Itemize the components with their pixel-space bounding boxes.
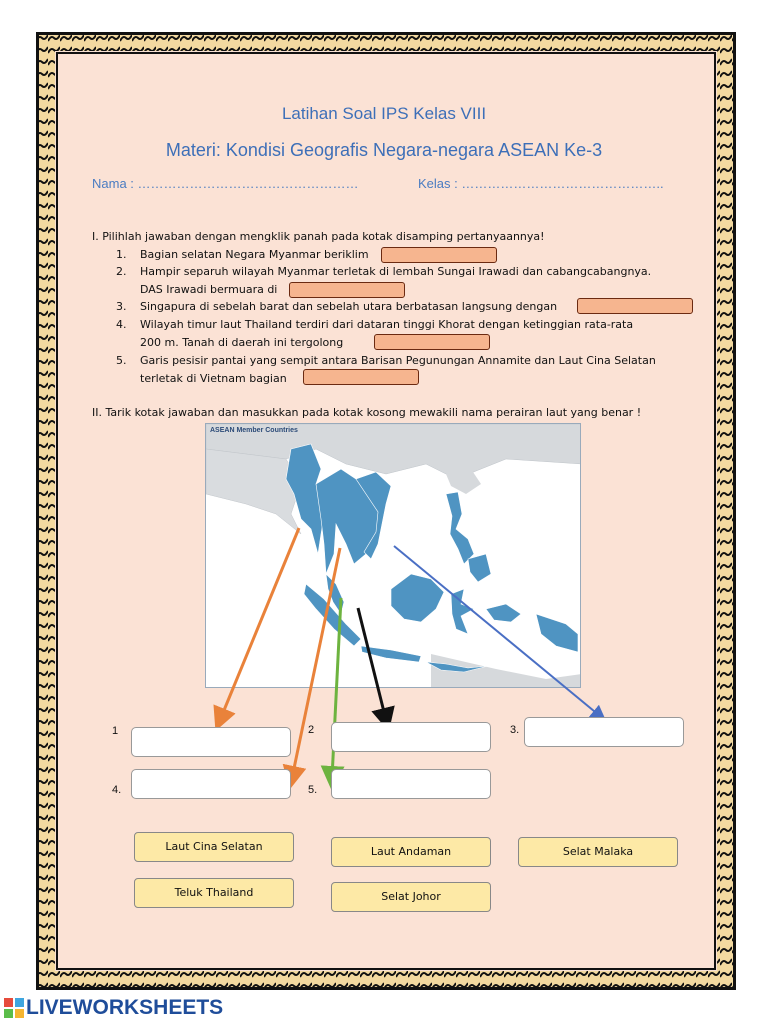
q3-number: 3.	[116, 300, 127, 313]
page-subtitle: Materi: Kondisi Geografis Negara-negara ASEAN Ke-3	[165, 140, 603, 160]
drag-answer-laut-andaman[interactable]: Laut Andaman	[331, 837, 491, 867]
drag-answer-laut-cina-selatan[interactable]: Laut Cina Selatan	[134, 832, 294, 862]
arrow-2	[358, 608, 386, 720]
section1-instruction: I. Pilihlah jawaban dengan mengklik panah pada kotak disamping pertanyaannya!	[92, 230, 545, 243]
drop-box-1[interactable]	[131, 727, 291, 757]
arrow-1	[220, 528, 299, 720]
q4-text-line2: 200 m. Tanah di daerah ini tergolong	[140, 336, 344, 349]
box-number-2: 2	[308, 724, 315, 736]
q4-number: 4.	[116, 318, 127, 331]
box-number-1: 1	[112, 725, 119, 737]
drop-box-5[interactable]	[331, 769, 491, 799]
kelas-field: Kelas : ………………………………………..	[418, 176, 664, 191]
q5-number: 5.	[116, 354, 127, 367]
box-number-4: 4.	[112, 784, 122, 796]
q1-number: 1.	[116, 248, 127, 261]
drag-answer-selat-johor[interactable]: Selat Johor	[331, 882, 491, 912]
liveworksheets-logo-icon	[4, 998, 24, 1018]
page-title: Latihan Soal IPS Kelas VIII	[281, 104, 487, 123]
section2-instruction: II. Tarik kotak jawaban dan masukkan pada kotak kosong mewakili nama perairan laut yang benar !	[92, 406, 642, 419]
q5-text-line2: terletak di Vietnam bagian	[140, 372, 287, 385]
q4-text: Wilayah timur laut Thailand terdiri dari dataran tinggi Khorat dengan ketinggian rata-rata	[140, 318, 634, 331]
q2-text-line2: DAS Irawadi bermuara di	[140, 283, 278, 296]
q3-text: Singapura di sebelah barat dan sebelah utara berbatasan langsung dengan	[140, 300, 558, 313]
arrow-3	[394, 546, 600, 716]
box-number-3: 3.	[510, 724, 520, 736]
q2-text: Hampir separuh wilayah Myanmar terletak di lembah Sungai Irawadi dan cabangcabangnya.	[140, 265, 652, 278]
footer-brand[interactable]: LIVEWORKSHEETS	[26, 996, 224, 1019]
drop-box-4[interactable]	[131, 769, 291, 799]
map-title: ASEAN Member Countries	[210, 427, 298, 434]
drag-answer-selat-malaka[interactable]: Selat Malaka	[518, 837, 678, 867]
q5-text: Garis pesisir pantai yang sempit antara Barisan Pegunungan Annamite dan Laut Cina Selatan	[140, 354, 656, 367]
drop-box-2[interactable]	[331, 722, 491, 752]
box-number-5: 5.	[308, 784, 318, 796]
q1-text: Bagian selatan Negara Myanmar beriklim	[140, 248, 369, 261]
q2-number: 2.	[116, 265, 127, 278]
drag-answer-teluk-thailand[interactable]: Teluk Thailand	[134, 878, 294, 908]
nama-field: Nama : ……………………………………………	[92, 176, 359, 191]
drop-box-3[interactable]	[524, 717, 684, 747]
